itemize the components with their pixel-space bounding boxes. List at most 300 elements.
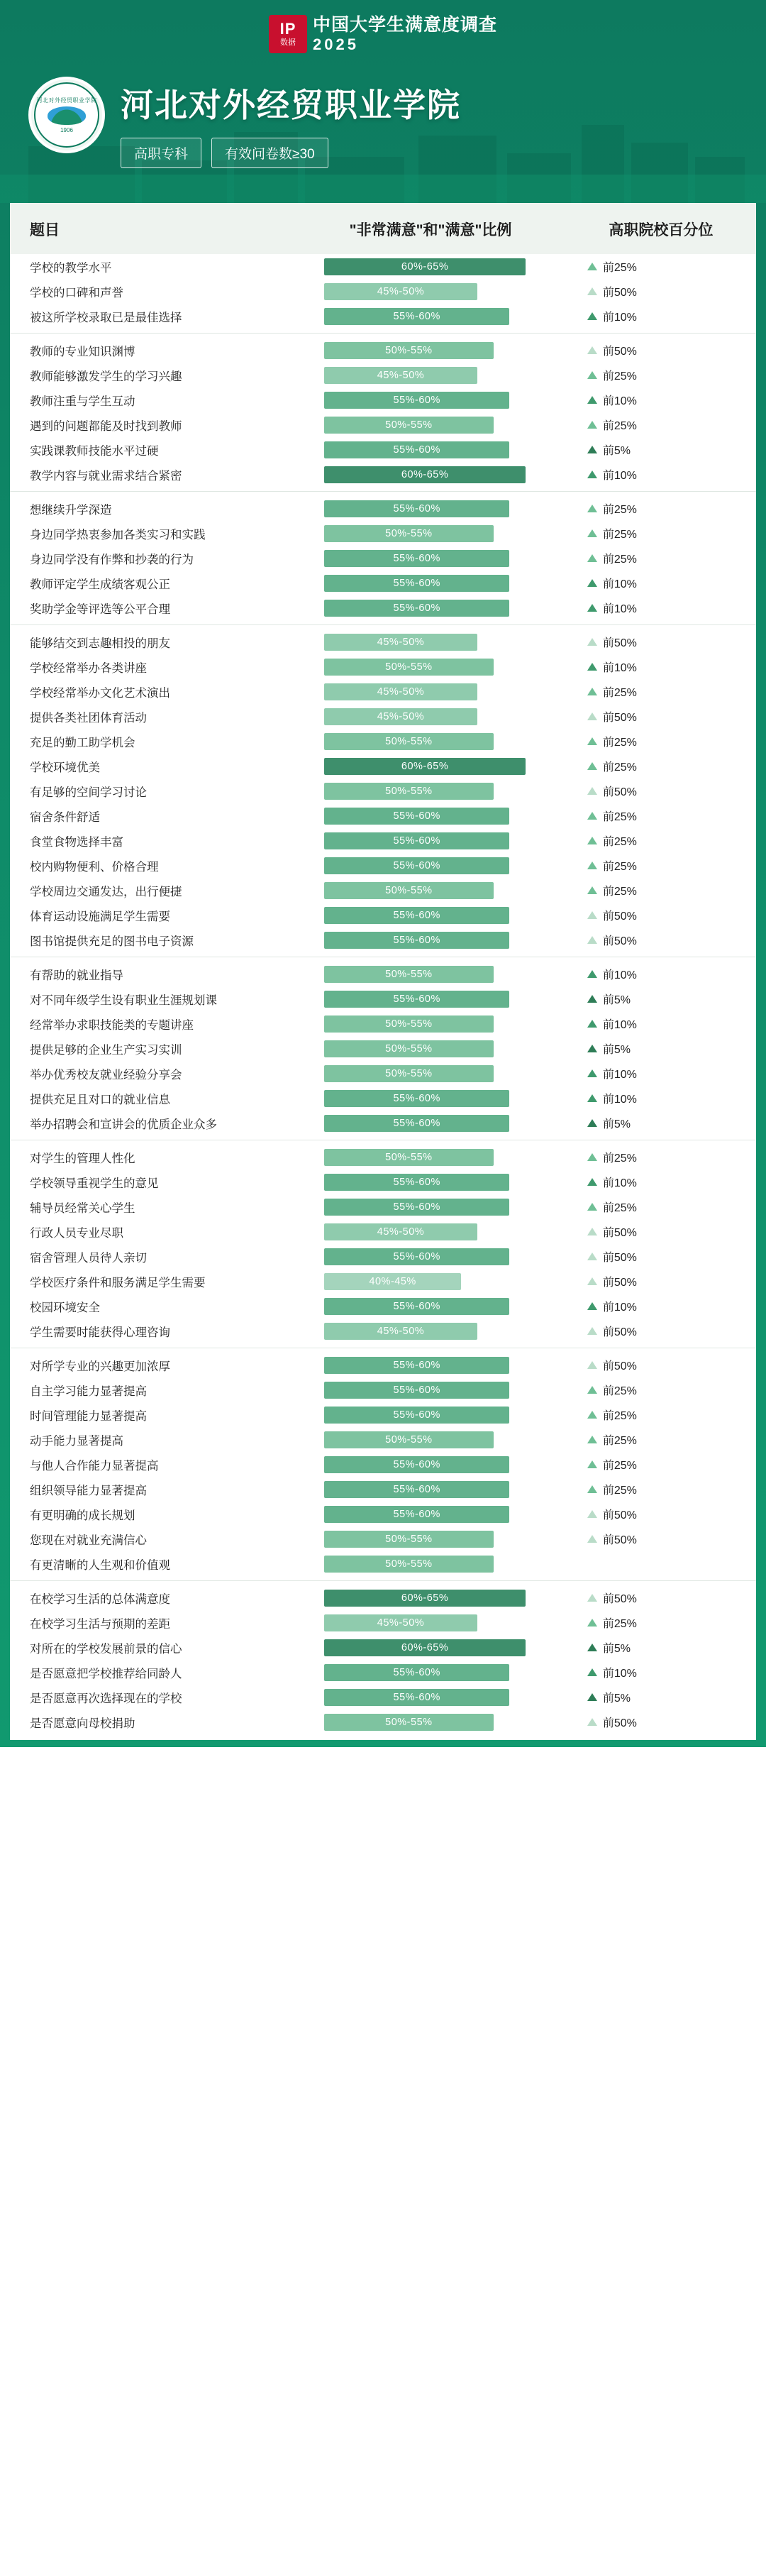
bar-value-label: 55%-60% — [393, 1458, 440, 1470]
bar-fill — [324, 932, 509, 949]
bar-track — [324, 1664, 537, 1681]
triangle-up-icon — [587, 995, 597, 1003]
row-question-label: 身边同学没有作弊和抄袭的行为 — [30, 553, 194, 566]
percentile-indicator — [587, 659, 756, 675]
bar-fill — [324, 708, 477, 725]
triangle-up-icon — [587, 638, 597, 646]
percentile-label: 前25% — [602, 420, 637, 432]
row-question-label: 体育运动设施满足学生需要 — [30, 910, 170, 923]
bar-value-label: 50%-55% — [385, 785, 433, 797]
row-bar-cell — [295, 1452, 566, 1477]
bar-track — [324, 1248, 537, 1265]
row-percentile-cell — [566, 1319, 756, 1343]
percentile-indicator — [587, 932, 756, 948]
table-row — [10, 1551, 756, 1576]
row-question-label: 想继续升学深造 — [30, 503, 112, 517]
row-percentile-cell — [566, 1710, 756, 1734]
table-row — [10, 1169, 756, 1194]
logo-icon — [269, 15, 307, 53]
bar-value-label: 55%-60% — [393, 835, 440, 847]
percentile-indicator — [587, 441, 756, 458]
bar-fill — [324, 1506, 509, 1523]
percentile-label: 前10% — [602, 470, 637, 482]
row-percentile-cell — [566, 338, 756, 363]
group-separator — [10, 1576, 756, 1585]
bar-fill — [324, 991, 509, 1008]
bar-value-label: 60%-65% — [401, 1592, 449, 1604]
triangle-up-icon — [587, 1302, 597, 1310]
bar-value-label: 55%-60% — [393, 1201, 440, 1213]
bar-track — [324, 882, 537, 899]
triangle-up-icon — [587, 712, 597, 720]
bar-track — [324, 575, 537, 592]
triangle-up-icon — [587, 970, 597, 978]
row-question-label: 提供各类社团体育活动 — [30, 711, 147, 725]
bar-track — [324, 1382, 537, 1399]
bar-fill — [324, 1531, 494, 1548]
row-percentile-cell — [566, 962, 756, 986]
row-percentile-cell — [566, 595, 756, 620]
row-percentile-cell — [566, 1551, 756, 1576]
row-percentile-cell — [566, 1269, 756, 1294]
row-question-label: 学校经常举办各类讲座 — [30, 661, 147, 675]
bar-track — [324, 417, 537, 434]
table-row — [10, 1294, 756, 1319]
row-bar-cell — [295, 571, 566, 595]
bar-track — [324, 708, 537, 725]
triangle-up-icon — [587, 663, 597, 671]
percentile-indicator — [587, 600, 756, 616]
table-row — [10, 279, 756, 304]
triangle-up-icon — [587, 1020, 597, 1028]
triangle-up-icon — [587, 862, 597, 869]
row-bar-cell — [295, 962, 566, 986]
bar-value-label: 55%-60% — [393, 552, 440, 564]
percentile-label: 前5% — [602, 994, 631, 1006]
row-bar-cell — [295, 1111, 566, 1135]
bar-track — [324, 932, 537, 949]
row-percentile-cell — [566, 828, 756, 853]
row-percentile-cell — [566, 803, 756, 828]
row-question-label: 与他人合作能力显著提高 — [30, 1459, 159, 1473]
triangle-up-icon — [587, 787, 597, 795]
row-percentile-cell — [566, 412, 756, 437]
logo-mark-big: IP — [279, 19, 296, 38]
triangle-up-icon — [587, 1510, 597, 1518]
table-row — [10, 704, 756, 729]
percentile-label: 前25% — [602, 761, 637, 774]
triangle-up-icon — [587, 1361, 597, 1369]
row-bar-cell — [295, 878, 566, 903]
row-percentile-cell — [566, 1086, 756, 1111]
row-bar-cell — [295, 1169, 566, 1194]
row-bar-cell — [295, 1477, 566, 1502]
table-row — [10, 254, 756, 279]
bar-value-label: 55%-60% — [393, 1691, 440, 1703]
row-percentile-cell — [566, 521, 756, 546]
table-row — [10, 1111, 756, 1135]
brand-title — [313, 15, 497, 53]
triangle-up-icon — [587, 762, 597, 770]
triangle-up-icon — [587, 1535, 597, 1543]
bar-track — [324, 1015, 537, 1033]
bar-fill — [324, 1223, 477, 1240]
row-question-label: 在校学习生活与预期的差距 — [30, 1617, 170, 1631]
row-bar-cell — [295, 1353, 566, 1377]
bar-track — [324, 857, 537, 874]
row-percentile-cell — [566, 254, 756, 279]
row-percentile-cell — [566, 679, 756, 704]
triangle-up-icon — [587, 579, 597, 587]
row-bar-cell — [295, 1319, 566, 1343]
bar-fill — [324, 634, 477, 651]
row-question-label: 身边同学热衷参加各类实习和实践 — [30, 528, 206, 541]
group-separator — [10, 487, 756, 496]
percentile-label: 前10% — [602, 969, 637, 981]
bar-fill — [324, 1323, 477, 1340]
row-percentile-cell — [566, 1452, 756, 1477]
percentile-indicator — [587, 1015, 756, 1032]
percentile-indicator — [587, 1115, 756, 1131]
percentile-label: 前25% — [602, 370, 637, 382]
row-question-label: 是否愿意向母校捐助 — [30, 1717, 135, 1730]
percentile-indicator — [587, 1090, 756, 1106]
triangle-up-icon — [587, 1485, 597, 1493]
table-row — [10, 1061, 756, 1086]
bar-value-label: 55%-60% — [393, 993, 440, 1005]
table-row — [10, 1011, 756, 1036]
bar-value-label: 55%-60% — [393, 1300, 440, 1312]
badge-school-type: 高职专科 — [121, 138, 201, 168]
bar-track — [324, 1407, 537, 1424]
row-percentile-cell — [566, 387, 756, 412]
row-percentile-cell — [566, 1685, 756, 1710]
row-bar-cell — [295, 279, 566, 304]
percentile-indicator — [587, 525, 756, 541]
row-bar-cell — [295, 853, 566, 878]
triangle-up-icon — [587, 371, 597, 379]
bar-fill — [324, 907, 509, 924]
bar-value-label: 50%-55% — [385, 1433, 433, 1446]
table-row — [10, 363, 756, 387]
bar-fill — [324, 258, 526, 275]
bar-fill — [324, 1481, 509, 1498]
bar-value-label: 50%-55% — [385, 661, 433, 673]
row-question-label: 动手能力显著提高 — [30, 1434, 123, 1448]
triangle-up-icon — [587, 604, 597, 612]
table-row — [10, 853, 756, 878]
table-row — [10, 1635, 756, 1660]
bar-value-label: 45%-50% — [377, 636, 425, 648]
row-bar-cell — [295, 387, 566, 412]
table-row — [10, 1427, 756, 1452]
brand-title-line1: 中国大学生满意度调查 — [312, 14, 497, 35]
bar-value-label: 50%-55% — [385, 1558, 433, 1570]
bar-fill — [324, 1090, 509, 1107]
row-percentile-cell — [566, 878, 756, 903]
bar-track — [324, 1040, 537, 1057]
group-separator — [10, 329, 756, 338]
table-row — [10, 1585, 756, 1610]
bar-value-label: 55%-60% — [393, 1508, 440, 1520]
percentile-indicator — [587, 342, 756, 358]
row-question-label: 宿舍条件舒适 — [30, 810, 100, 824]
row-bar-cell — [295, 1685, 566, 1710]
row-question-label: 提供充足且对口的就业信息 — [30, 1093, 170, 1106]
row-bar-cell — [295, 1036, 566, 1061]
bar-fill — [324, 308, 509, 325]
bar-value-label: 55%-60% — [393, 909, 440, 921]
percentile-indicator — [587, 1323, 756, 1339]
table-row — [10, 1194, 756, 1219]
percentile-label: 前10% — [602, 662, 637, 674]
percentile-indicator — [587, 882, 756, 898]
percentile-indicator — [587, 1714, 756, 1730]
bar-track — [324, 1506, 537, 1523]
table-row — [10, 1685, 756, 1710]
bar-fill — [324, 1639, 526, 1656]
row-bar-cell — [295, 778, 566, 803]
row-bar-cell — [295, 903, 566, 928]
bar-value-label: 55%-60% — [393, 1666, 440, 1678]
bar-fill — [324, 1456, 509, 1473]
row-bar-cell — [295, 1061, 566, 1086]
row-percentile-cell — [566, 1061, 756, 1086]
row-question-label: 实践课教师技能水平过硬 — [30, 444, 159, 458]
bar-fill — [324, 1115, 509, 1132]
row-question-label: 宿舍管理人员待人亲切 — [30, 1251, 147, 1265]
row-percentile-cell — [566, 1169, 756, 1194]
row-question-label: 经常举办求职技能类的专题讲座 — [30, 1018, 194, 1032]
row-percentile-cell — [566, 1036, 756, 1061]
percentile-label: 前10% — [602, 1668, 637, 1680]
bar-track — [324, 1456, 537, 1473]
bar-track — [324, 392, 537, 409]
row-percentile-cell — [566, 754, 756, 778]
percentile-label: 前50% — [602, 1593, 637, 1605]
seal-year: 1906 — [60, 127, 73, 133]
percentile-indicator — [587, 1223, 756, 1240]
row-question-label: 遇到的问题都能及时找到教师 — [30, 419, 182, 433]
bar-fill — [324, 857, 509, 874]
triangle-up-icon — [587, 529, 597, 537]
row-bar-cell — [295, 1145, 566, 1169]
bar-value-label: 50%-55% — [385, 1533, 433, 1545]
table-body — [10, 254, 756, 1734]
brand-bar — [0, 0, 766, 68]
percentile-indicator — [587, 258, 756, 275]
row-bar-cell — [295, 462, 566, 487]
row-percentile-cell — [566, 1477, 756, 1502]
percentile-label: 前50% — [602, 1717, 637, 1729]
bar-track — [324, 991, 537, 1008]
triangle-up-icon — [587, 346, 597, 354]
row-bar-cell — [295, 1551, 566, 1576]
triangle-up-icon — [587, 1228, 597, 1235]
row-bar-cell — [295, 1660, 566, 1685]
row-bar-cell — [295, 496, 566, 521]
seal-wave-icon — [48, 106, 86, 125]
row-bar-cell — [295, 1011, 566, 1036]
triangle-up-icon — [587, 1693, 597, 1701]
row-percentile-cell — [566, 1427, 756, 1452]
percentile-indicator — [587, 308, 756, 324]
row-question-label: 时间管理能力显著提高 — [30, 1409, 147, 1423]
triangle-up-icon — [587, 812, 597, 820]
bar-fill — [324, 1298, 509, 1315]
bar-track — [324, 733, 537, 750]
row-bar-cell — [295, 1269, 566, 1294]
table-row — [10, 1319, 756, 1343]
percentile-label: 前10% — [602, 1177, 637, 1189]
row-question-label: 食堂食物选择丰富 — [30, 835, 123, 849]
percentile-indicator — [587, 283, 756, 299]
seal-top-text: 河北对外经贸职业学院 — [36, 97, 97, 104]
percentile-label: 前50% — [602, 712, 637, 724]
triangle-up-icon — [587, 1178, 597, 1186]
percentile-indicator — [587, 708, 756, 725]
triangle-up-icon — [587, 1594, 597, 1602]
bar-value-label: 50%-55% — [385, 1067, 433, 1079]
triangle-up-icon — [587, 1668, 597, 1676]
row-bar-cell — [295, 928, 566, 952]
bar-fill — [324, 1590, 526, 1607]
bar-fill — [324, 525, 494, 542]
bar-fill — [324, 1065, 494, 1082]
bar-track — [324, 1298, 537, 1315]
table-row — [10, 1526, 756, 1551]
row-percentile-cell — [566, 1377, 756, 1402]
school-seal-icon — [28, 77, 105, 153]
row-percentile-cell — [566, 496, 756, 521]
row-bar-cell — [295, 1635, 566, 1660]
bar-track — [324, 966, 537, 983]
row-question-label: 校内购物便利、价格合理 — [30, 860, 159, 874]
group-separator — [10, 1343, 756, 1353]
row-percentile-cell — [566, 1353, 756, 1377]
table-row — [10, 654, 756, 679]
bar-fill — [324, 758, 526, 775]
percentile-indicator — [587, 1407, 756, 1423]
row-percentile-cell — [566, 1502, 756, 1526]
row-percentile-cell — [566, 1111, 756, 1135]
row-percentile-cell — [566, 1610, 756, 1635]
percentile-label: 前50% — [602, 910, 637, 923]
percentile-label: 前50% — [602, 1509, 637, 1521]
triangle-up-icon — [587, 421, 597, 429]
table-row — [10, 462, 756, 487]
bar-track — [324, 1149, 537, 1166]
row-question-label: 行政人员专业尽职 — [30, 1226, 123, 1240]
triangle-up-icon — [587, 1327, 597, 1335]
bar-track — [324, 1556, 537, 1573]
triangle-up-icon — [587, 263, 597, 270]
bar-fill — [324, 683, 477, 700]
table-row — [10, 521, 756, 546]
row-percentile-cell — [566, 1244, 756, 1269]
bar-fill — [324, 1149, 494, 1166]
row-bar-cell — [295, 679, 566, 704]
row-question-label: 学生需要时能获得心理咨询 — [30, 1326, 170, 1339]
bar-value-label: 55%-60% — [393, 502, 440, 514]
bar-track — [324, 1199, 537, 1216]
row-bar-cell — [295, 1402, 566, 1427]
bar-track — [324, 1090, 537, 1107]
bar-fill — [324, 1015, 494, 1033]
row-percentile-cell — [566, 654, 756, 679]
bar-track — [324, 1590, 537, 1607]
bar-track — [324, 832, 537, 849]
row-bar-cell — [295, 629, 566, 654]
percentile-indicator — [587, 1664, 756, 1680]
percentile-indicator — [587, 1248, 756, 1265]
triangle-up-icon — [587, 1460, 597, 1468]
bar-fill — [324, 1431, 494, 1448]
bar-fill — [324, 1407, 509, 1424]
row-bar-cell — [295, 729, 566, 754]
row-question-label: 是否愿意把学校推荐给同龄人 — [30, 1667, 182, 1680]
row-percentile-cell — [566, 986, 756, 1011]
bar-track — [324, 1614, 537, 1631]
percentile-indicator — [587, 808, 756, 824]
bar-value-label: 50%-55% — [385, 1042, 433, 1055]
triangle-up-icon — [587, 396, 597, 404]
bar-track — [324, 1357, 537, 1374]
percentile-label: 前25% — [602, 861, 637, 873]
bar-value-label: 50%-55% — [385, 419, 433, 431]
table-row — [10, 986, 756, 1011]
bar-value-label: 55%-60% — [393, 1359, 440, 1371]
percentile-label: 前25% — [602, 836, 637, 848]
percentile-indicator — [587, 1174, 756, 1190]
bar-value-label: 50%-55% — [385, 1716, 433, 1728]
bar-fill — [324, 441, 509, 458]
row-bar-cell — [295, 1585, 566, 1610]
percentile-label: 前10% — [602, 1069, 637, 1081]
row-question-label: 对不同年级学生设有职业生涯规划课 — [30, 993, 217, 1007]
row-bar-cell — [295, 521, 566, 546]
percentile-indicator — [587, 1456, 756, 1473]
percentile-label: 前25% — [602, 1618, 637, 1630]
percentile-indicator — [587, 1689, 756, 1705]
bar-track — [324, 550, 537, 567]
row-bar-cell — [295, 1377, 566, 1402]
bar-value-label: 50%-55% — [385, 968, 433, 980]
bar-fill — [324, 1248, 509, 1265]
percentile-label: 前25% — [602, 554, 637, 566]
bar-track — [324, 1689, 537, 1706]
percentile-label: 前5% — [602, 1643, 631, 1655]
bar-track — [324, 1065, 537, 1082]
bar-fill — [324, 1174, 509, 1191]
row-question-label: 有足够的空间学习讨论 — [30, 786, 147, 799]
bar-fill — [324, 342, 494, 359]
bar-value-label: 55%-60% — [393, 1483, 440, 1495]
triangle-up-icon — [587, 1153, 597, 1161]
row-percentile-cell — [566, 704, 756, 729]
triangle-up-icon — [587, 1644, 597, 1651]
percentile-indicator — [587, 392, 756, 408]
bar-value-label: 45%-50% — [377, 1617, 425, 1629]
table-row — [10, 1269, 756, 1294]
bar-track — [324, 1714, 537, 1731]
percentile-indicator — [587, 634, 756, 650]
percentile-indicator — [587, 966, 756, 982]
percentile-indicator — [587, 466, 756, 483]
table-row — [10, 338, 756, 363]
bar-track — [324, 600, 537, 617]
triangle-up-icon — [587, 505, 597, 512]
